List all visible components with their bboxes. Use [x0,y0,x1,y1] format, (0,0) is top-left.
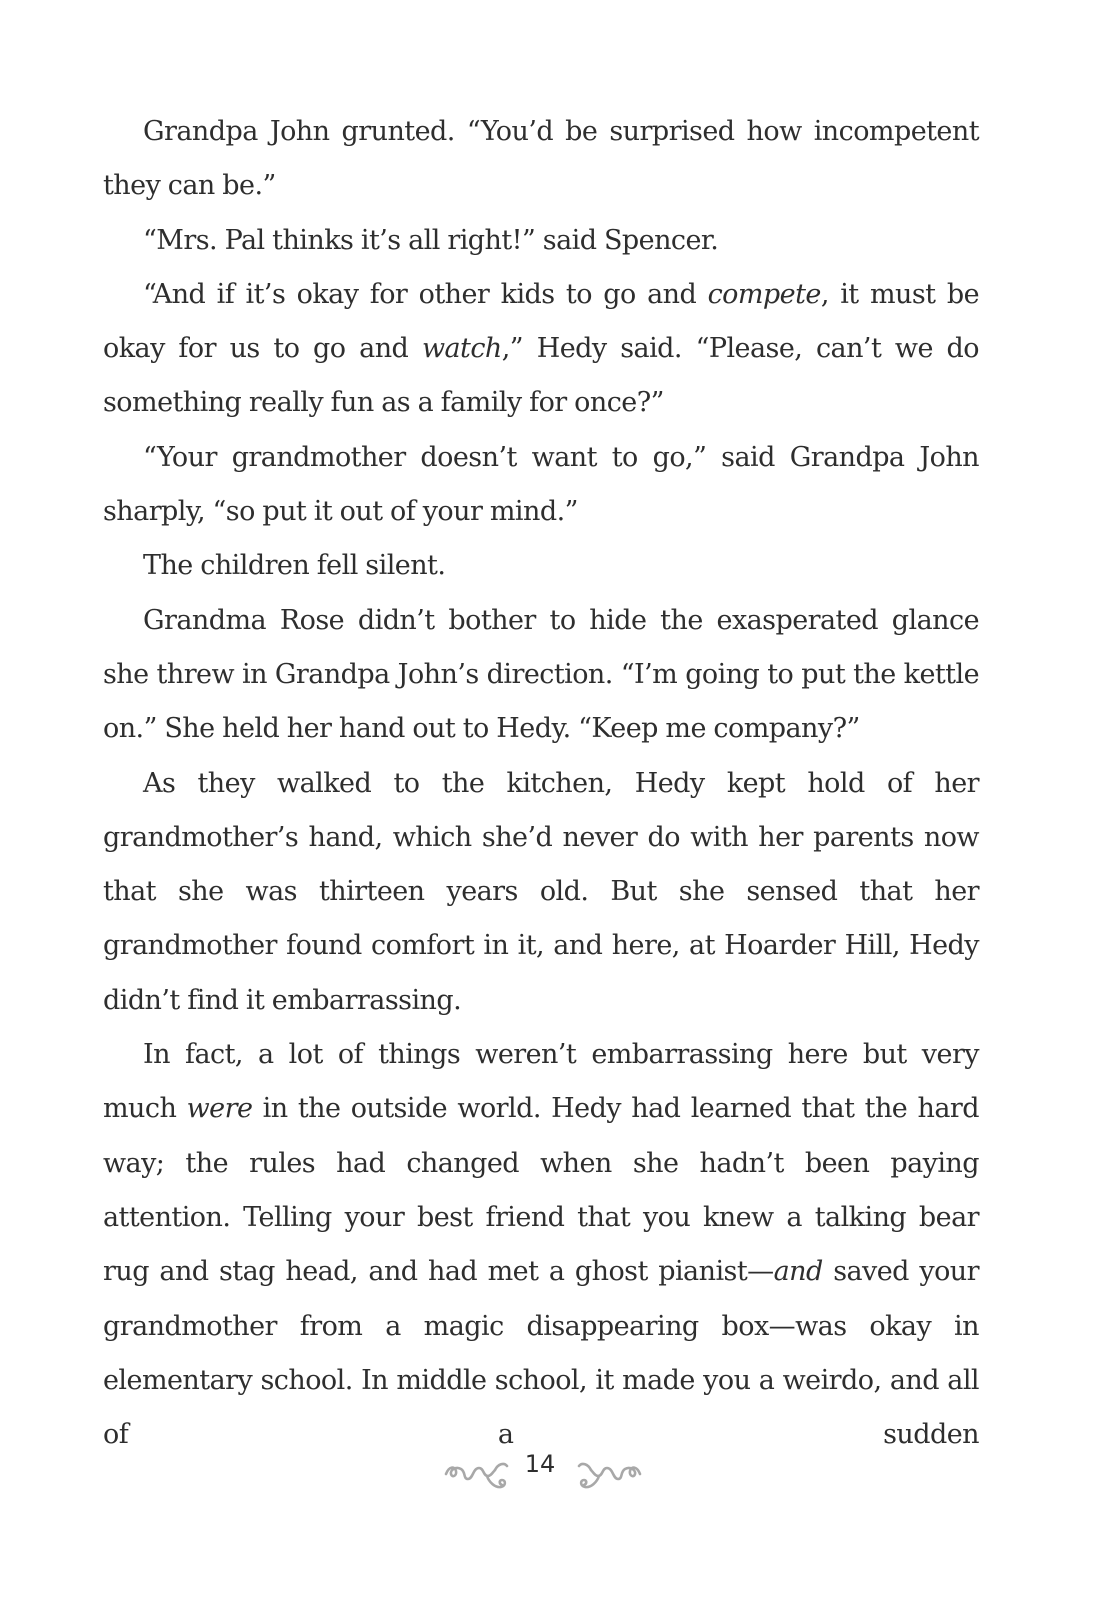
text-run: ,” Hedy said. “Please, can’t we do something really fun as a family for once?” [103,333,979,419]
italic-text: and [773,1256,823,1288]
text-run: “And if it’s okay for other kids to go and [143,278,708,310]
text-run: The children fell silent. [143,550,446,582]
text-run: “Mrs. Pal thinks it’s all right!” said Spencer. [143,224,719,256]
text-run: , it must be okay for us to go and [103,278,979,365]
page-number: 14 [524,1450,556,1478]
text-run: As they walked to the kitchen, Hedy kept hold of her grandmother’s hand, which she’d never do with her parents now that she was thirteen years old. But she sensed that her grandmother found comfort in it, and here, at Hoarder Hill, Hedy didn’t find it embarrassing. [103,767,979,1016]
paragraph [103,757,979,1028]
paragraph [103,268,979,431]
text-run: “Your grandmother doesn’t want to go,” said Grandpa John sharply, “so put it out of your mind.” [103,441,979,528]
flourish-left-icon [443,1454,513,1494]
italic-text: watch [421,333,502,365]
text-run: Grandma Rose didn’t bother to hide the exasperated glance she threw in Grandpa John’s direction. “I’m going to put the kettle on.” She held her hand out to Hedy. “Keep me company?” [103,604,979,745]
paragraph [103,539,979,593]
page-footer [0,1446,1101,1506]
text-run: saved your grandmother from a magic disappearing box—was okay in elementary school. In middle school, it made you a weirdo, and all of a sudden [103,1256,979,1451]
flourish-right-icon [573,1454,643,1494]
paragraph [103,594,979,757]
paragraph [103,105,979,214]
body-text [103,105,979,1462]
paragraph [103,1028,979,1462]
italic-text: were [186,1093,253,1125]
paragraph [103,431,979,540]
text-run: In fact, a lot of things weren’t embarrassing here but very much [103,1039,979,1125]
text-run: Grandpa John grunted. “You’d be surprised how incompetent they can be.” [103,116,979,202]
paragraph [103,214,979,268]
italic-text: compete [707,278,821,310]
text-run: in the outside world. Hedy had learned that the hard way; the rules had changed when she hadn’t been paying attention. Telling your best friend that you knew a talking bear rug and stag head, and had met a ghost pianist— [103,1093,979,1288]
